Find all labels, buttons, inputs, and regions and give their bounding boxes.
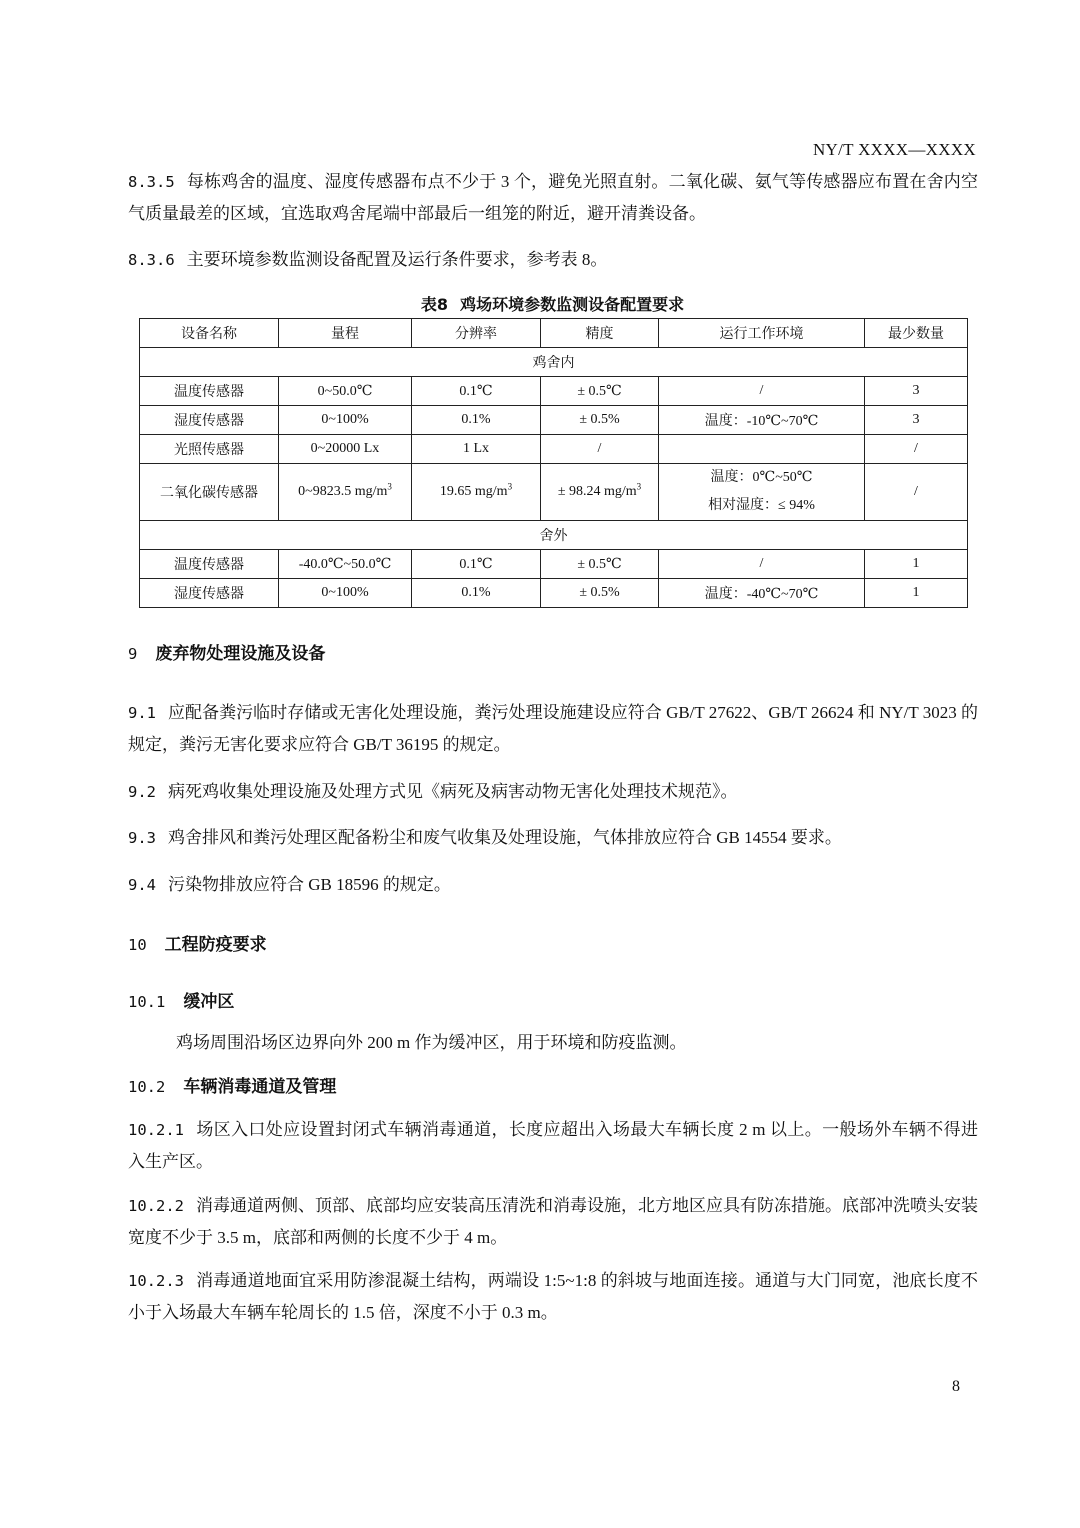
co2-resolution: 19.65 mg/m <box>439 484 508 499</box>
table-cell <box>659 464 865 521</box>
section-9-heading <box>128 639 325 664</box>
document-code-header: NY/T XXXX—XXXX <box>812 140 976 159</box>
clause-number: 10.2.3 <box>128 1272 184 1290</box>
table-cell: ± 0.5% <box>541 406 659 435</box>
group-row-outside <box>140 521 968 550</box>
clause-9-3 <box>128 822 978 854</box>
table-cell <box>659 435 865 464</box>
table-cell: / <box>865 464 968 521</box>
table-cell: -40.0℃~50.0℃ <box>279 550 412 579</box>
table-caption-title: 鸡场环境参数监测设备配置要求 <box>460 295 685 314</box>
table-row <box>140 550 968 579</box>
table-cell: 光照传感器 <box>140 435 279 464</box>
clause-number: 8.3.6 <box>128 251 175 269</box>
clause-9-1 <box>128 697 978 761</box>
clause-10-2-2 <box>128 1190 978 1254</box>
clause-text: 每栋鸡舍的温度、湿度传感器布点不少于 3 个，避免光照直射。二氧化碳、氨气等传感器应布置在舍内空气质量最差的区域，宜选取鸡舍尾端中部最后一组笼的附近，避开清粪设备。 <box>128 172 978 223</box>
unit-exponent: 3 <box>387 481 392 492</box>
table-row <box>140 406 968 435</box>
co2-env-humidity: 相对湿度：≤ 94% <box>708 498 815 513</box>
clause-text: 鸡舍排风和粪污处理区配备粉尘和废气收集及处理设施，气体排放应符合 GB 14554 要求。 <box>168 828 842 847</box>
group-row-inside <box>140 348 968 377</box>
table-cell: 3 <box>865 377 968 406</box>
table-cell: ± 0.5% <box>541 579 659 608</box>
table-cell: ± 0.5℃ <box>541 377 659 406</box>
table-caption-label: 表8 <box>420 295 449 314</box>
page-number: 8 <box>952 1378 960 1395</box>
table-row-co2 <box>140 464 968 521</box>
section-number: 10.1 <box>128 993 166 1011</box>
table-header-row <box>140 319 968 348</box>
section-10-1-heading <box>128 987 234 1012</box>
unit-exponent: 3 <box>507 481 513 492</box>
clause-10-2-3 <box>128 1265 978 1329</box>
table-row <box>140 579 968 608</box>
section-number: 10 <box>128 936 147 954</box>
co2-range: 0~9823.5 mg/m <box>298 484 388 499</box>
clause-number: 9.1 <box>128 704 156 722</box>
table-cell <box>279 464 412 521</box>
clause-number: 9.4 <box>128 876 156 894</box>
header-cell: 分辨率 <box>412 319 541 348</box>
table-cell: 1 Lx <box>412 435 541 464</box>
section-number: 10.2 <box>128 1078 166 1096</box>
monitoring-equipment-table <box>139 318 968 608</box>
clause-text: 污染物排放应符合 GB 18596 的规定。 <box>168 875 451 894</box>
header-cell: 设备名称 <box>140 319 279 348</box>
table-cell <box>412 464 541 521</box>
table-cell: / <box>865 435 968 464</box>
clause-8-3-5 <box>128 166 978 230</box>
clause-9-4 <box>128 869 978 901</box>
unit-exponent: 3 <box>636 481 642 492</box>
section-title: 缓冲区 <box>183 992 235 1011</box>
clause-10-2-1 <box>128 1114 978 1178</box>
section-10-heading <box>128 930 267 955</box>
clause-number: 9.2 <box>128 783 156 801</box>
table-cell: 温度传感器 <box>140 550 279 579</box>
table-cell: / <box>541 435 659 464</box>
table-cell: / <box>659 550 865 579</box>
clause-9-2 <box>128 776 978 808</box>
table-cell: 0.1% <box>412 406 541 435</box>
table-cell: 湿度传感器 <box>140 579 279 608</box>
table-cell: 温度传感器 <box>140 377 279 406</box>
table-cell: 0.1℃ <box>412 377 541 406</box>
clause-number: 8.3.5 <box>128 173 175 191</box>
co2-precision: ± 98.24 mg/m <box>557 484 637 499</box>
table-cell: 1 <box>865 550 968 579</box>
clause-number: 9.3 <box>128 829 156 847</box>
section-title: 工程防疫要求 <box>164 935 267 954</box>
table-cell: 1 <box>865 579 968 608</box>
table-caption <box>0 292 1080 315</box>
section-title: 废弃物处理设施及设备 <box>155 644 326 663</box>
table-cell: 0.1% <box>412 579 541 608</box>
clause-text: 消毒通道两侧、顶部、底部均应安装高压清洗和消毒设施，北方地区应具有防冻措施。底部冲洗喷头安装宽度不少于 3.5 m，底部和两侧的长度不少于 4 m。 <box>128 1196 978 1247</box>
clause-number: 10.2.2 <box>128 1197 184 1215</box>
clause-8-3-6 <box>128 244 978 276</box>
header-cell: 精度 <box>541 319 659 348</box>
table-cell: 0~100% <box>279 579 412 608</box>
clause-text: 应配备粪污临时存储或无害化处理设施，粪污处理设施建设应符合 GB/T 27622、GB/T 26624 和 NY/T 3023 的规定，粪污无害化要求应符合 GB/T 36195 的规定。 <box>128 703 978 754</box>
table-cell: 0~20000 Lx <box>279 435 412 464</box>
table-row <box>140 377 968 406</box>
header-cell: 运行工作环境 <box>659 319 865 348</box>
clause-10-1-text: 鸡场周围沿场区边界向外 200 m 作为缓冲区，用于环境和防疫监测。 <box>176 1033 687 1052</box>
table-cell <box>541 464 659 521</box>
table-cell: 0.1℃ <box>412 550 541 579</box>
clause-text: 病死鸡收集处理设施及处理方式见《病死及病害动物无害化处理技术规范》。 <box>168 782 738 801</box>
header-cell: 量程 <box>279 319 412 348</box>
group-label: 舍外 <box>140 521 968 550</box>
table-cell: 3 <box>865 406 968 435</box>
group-label: 鸡舍内 <box>140 348 968 377</box>
header-cell: 最少数量 <box>865 319 968 348</box>
table-cell: 0~100% <box>279 406 412 435</box>
table-cell: / <box>659 377 865 406</box>
section-10-2-heading <box>128 1072 336 1097</box>
section-title: 车辆消毒通道及管理 <box>183 1077 337 1096</box>
table-row <box>140 435 968 464</box>
clause-number: 10.2.1 <box>128 1121 184 1139</box>
table-cell: 二氧化碳传感器 <box>140 464 279 521</box>
table-cell: 温度：-40℃~70℃ <box>659 579 865 608</box>
clause-text: 消毒通道地面宜采用防渗混凝土结构，两端设 1:5~1:8 的斜坡与地面连接。通道与大门同宽，池底长度不小于入场最大车辆车轮周长的 1.5 倍，深度不小于 0.3 m。 <box>128 1271 978 1322</box>
table-cell: 0~50.0℃ <box>279 377 412 406</box>
co2-env-temperature: 温度：0℃~50℃ <box>710 470 813 485</box>
table-cell: ± 0.5℃ <box>541 550 659 579</box>
clause-text: 场区入口处应设置封闭式车辆消毒通道，长度应超出入场最大车辆长度 2 m 以上。一般场外车辆不得进入生产区。 <box>128 1120 978 1171</box>
table-cell: 温度：-10℃~70℃ <box>659 406 865 435</box>
clause-text: 主要环境参数监测设备配置及运行条件要求，参考表 8。 <box>186 250 608 269</box>
table-cell: 湿度传感器 <box>140 406 279 435</box>
section-number: 9 <box>128 645 138 663</box>
